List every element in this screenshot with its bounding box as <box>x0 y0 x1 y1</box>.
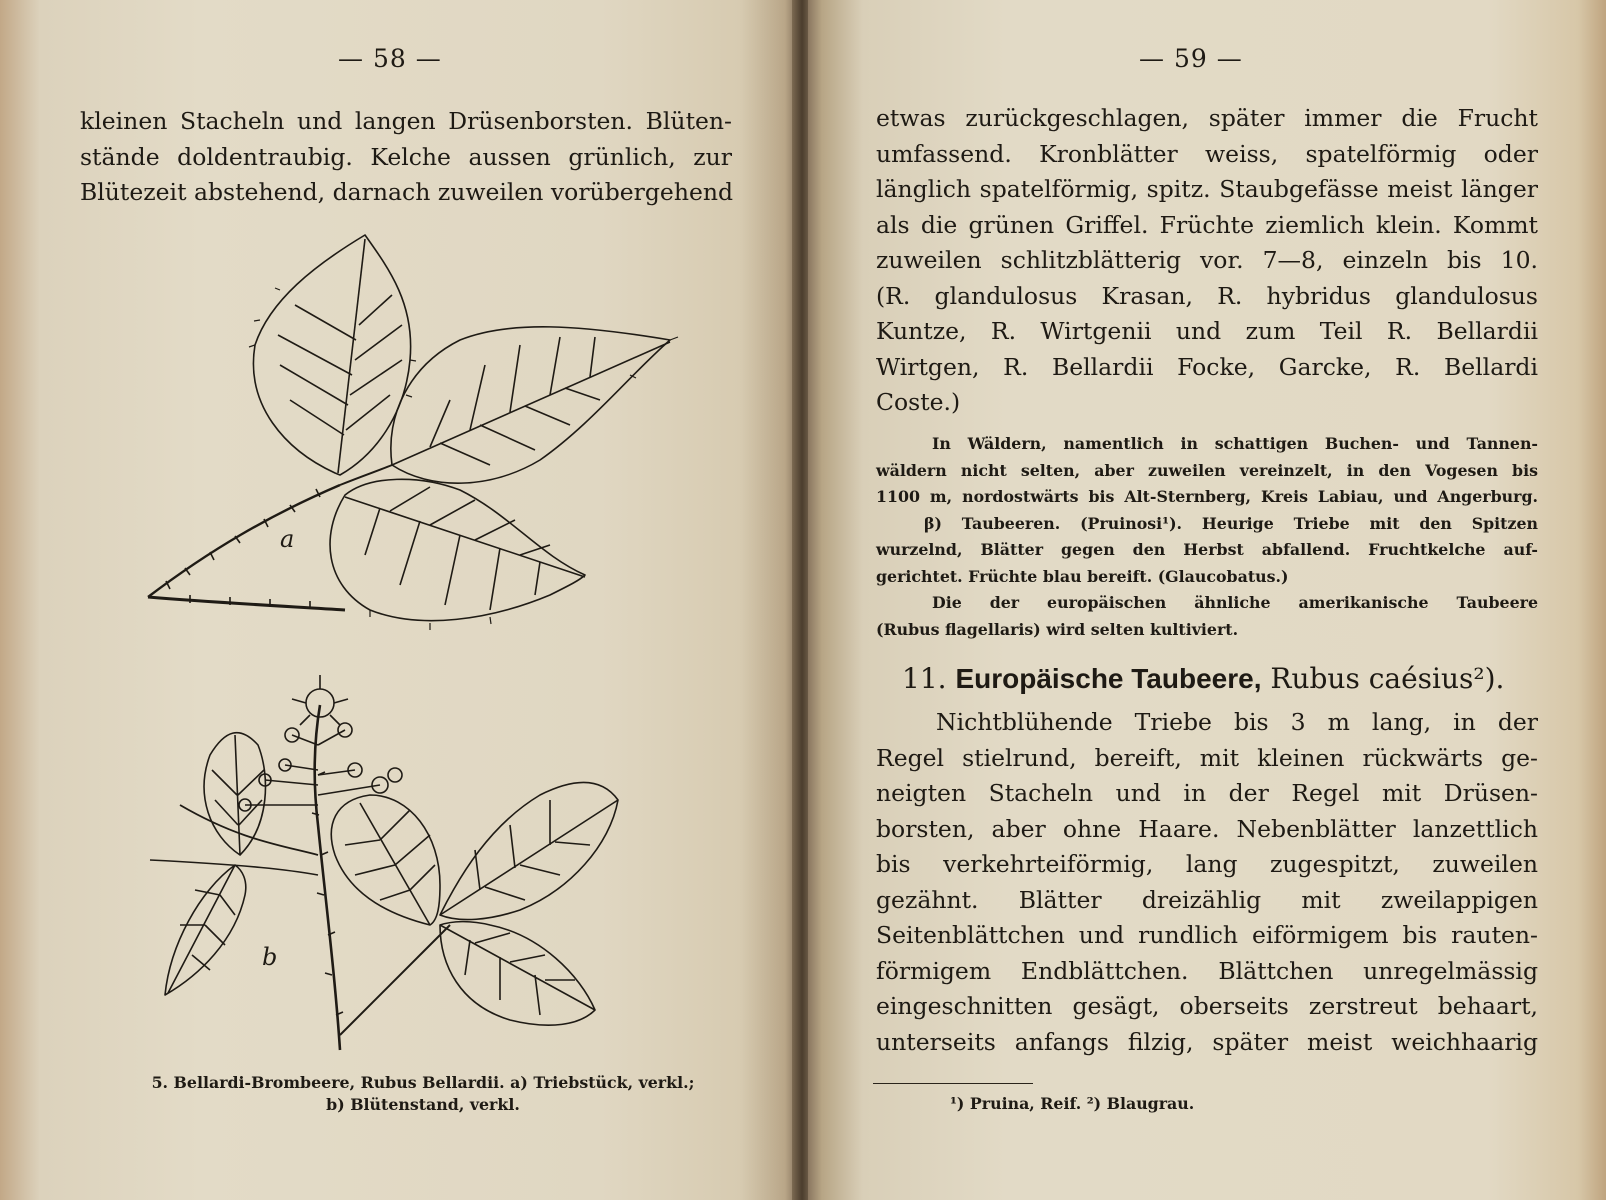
right-body-paragraph <box>876 101 1538 421</box>
text-line: β) Taubeeren. (Pruinosi¹). Heurige Triebe mit den Spitzen <box>924 513 1538 533</box>
text-line: unterseits anfangs filzig, später meist weichhaarig <box>876 1027 1538 1056</box>
text-line: stände doldentraubig. Kelche aussen grünlich, zur <box>80 142 732 171</box>
text-line: Wirtgen, R. Bellardii Focke, Garcke, R. Bellardi <box>876 352 1538 381</box>
text-line: etwas zurückgeschlagen, später immer die Frucht <box>876 104 1538 132</box>
text-line: neigten Stacheln und in der Regel mit Drüsen- <box>876 779 1538 807</box>
description-paragraph <box>876 705 1538 1060</box>
text-line: eingeschnitten gesägt, oberseits zerstreut behaart, <box>876 992 1538 1020</box>
text-line: Blütezeit abstehend, darnach zuweilen vorübergehend <box>80 178 734 206</box>
page-number-right: — 59 — <box>1139 44 1243 73</box>
text-line: Regel stielrund, bereift, mit kleinen rückwärts ge- <box>876 743 1538 772</box>
text-line: förmigem Endblättchen. Blättchen unregelmässig <box>876 956 1538 985</box>
figure-a-illustration <box>130 225 690 635</box>
page-number-left: — 58 — <box>338 44 442 73</box>
text-line: (R. glandulosus Krasan, R. hybridus glandulosus <box>876 281 1538 310</box>
text-line: Seitenblättchen und rundlich eiförmigem bis rauten- <box>876 921 1538 949</box>
figure-a-label: a <box>280 525 295 553</box>
text-line: Die der europäischen ähnliche amerikanische Taubeere <box>932 593 1538 612</box>
text-line: kleinen Stacheln und langen Drüsenborsten. Blüten- <box>80 107 732 135</box>
caption-line: 5. Bellardi-Brombeere, Rubus Bellardii. a) Triebstück, verkl.; <box>151 1073 695 1092</box>
text-line: Kuntze, R. Wirtgenii und zum Teil R. Bellardii <box>876 317 1538 345</box>
text-line: bis verkehrteiförmig, lang zugespitzt, zuweilen <box>876 850 1538 878</box>
species-heading <box>902 662 1504 695</box>
text-line: Coste.) <box>876 388 961 416</box>
habitat-paragraph <box>876 431 1538 643</box>
left-top-paragraph <box>80 104 732 211</box>
text-line: Nichtblühende Triebe bis 3 m lang, in der <box>936 708 1538 736</box>
text-line: In Wäldern, namentlich in schattigen Buchen- und Tannen- <box>932 434 1538 453</box>
figure-caption <box>108 1072 738 1116</box>
figure-b-label: b <box>262 943 278 971</box>
text-line: länglich spatelförmig, spitz. Staubgefässe meist länger <box>876 175 1538 203</box>
species-common-name: Europäische Taubeere, <box>955 663 1262 694</box>
footnote: ¹) Pruina, Reif. ²) Blaugrau. <box>950 1094 1195 1113</box>
text-line: 1100 m, nordostwärts bis Alt-Sternberg, Kreis Labiau, und Angerburg. <box>876 487 1538 506</box>
caption-line: b) Blütenstand, verkl. <box>326 1095 520 1114</box>
figure-b-illustration <box>140 675 640 1060</box>
text-line: als die grünen Griffel. Früchte ziemlich klein. Kommt <box>876 210 1538 239</box>
species-number: 11. <box>902 662 947 695</box>
species-latin-name: Rubus caésius²). <box>1270 662 1505 695</box>
text-line: umfassend. Kronblätter weiss, spatelförmig oder <box>876 139 1538 168</box>
footnote-divider <box>873 1083 1033 1084</box>
text-line: borsten, aber ohne Haare. Nebenblätter lanzettlich <box>876 814 1538 843</box>
text-line: zuweilen schlitzblätterig vor. 7—8, einzeln bis 10. <box>876 246 1538 274</box>
text-line: gerichtet. Früchte blau bereift. (Glaucobatus.) <box>876 566 1289 586</box>
text-line: (Rubus flagellaris) wird selten kultiviert. <box>876 619 1239 639</box>
text-line: wurzelnd, Blätter gegen den Herbst abfallend. Fruchtkelche auf- <box>876 540 1538 559</box>
text-line: wäldern nicht selten, aber zuweilen vereinzelt, in den Vogesen bis <box>876 460 1538 480</box>
text-line: gezähnt. Blätter dreizählig mit zweilappigen <box>876 885 1538 914</box>
left-page <box>0 0 796 1200</box>
